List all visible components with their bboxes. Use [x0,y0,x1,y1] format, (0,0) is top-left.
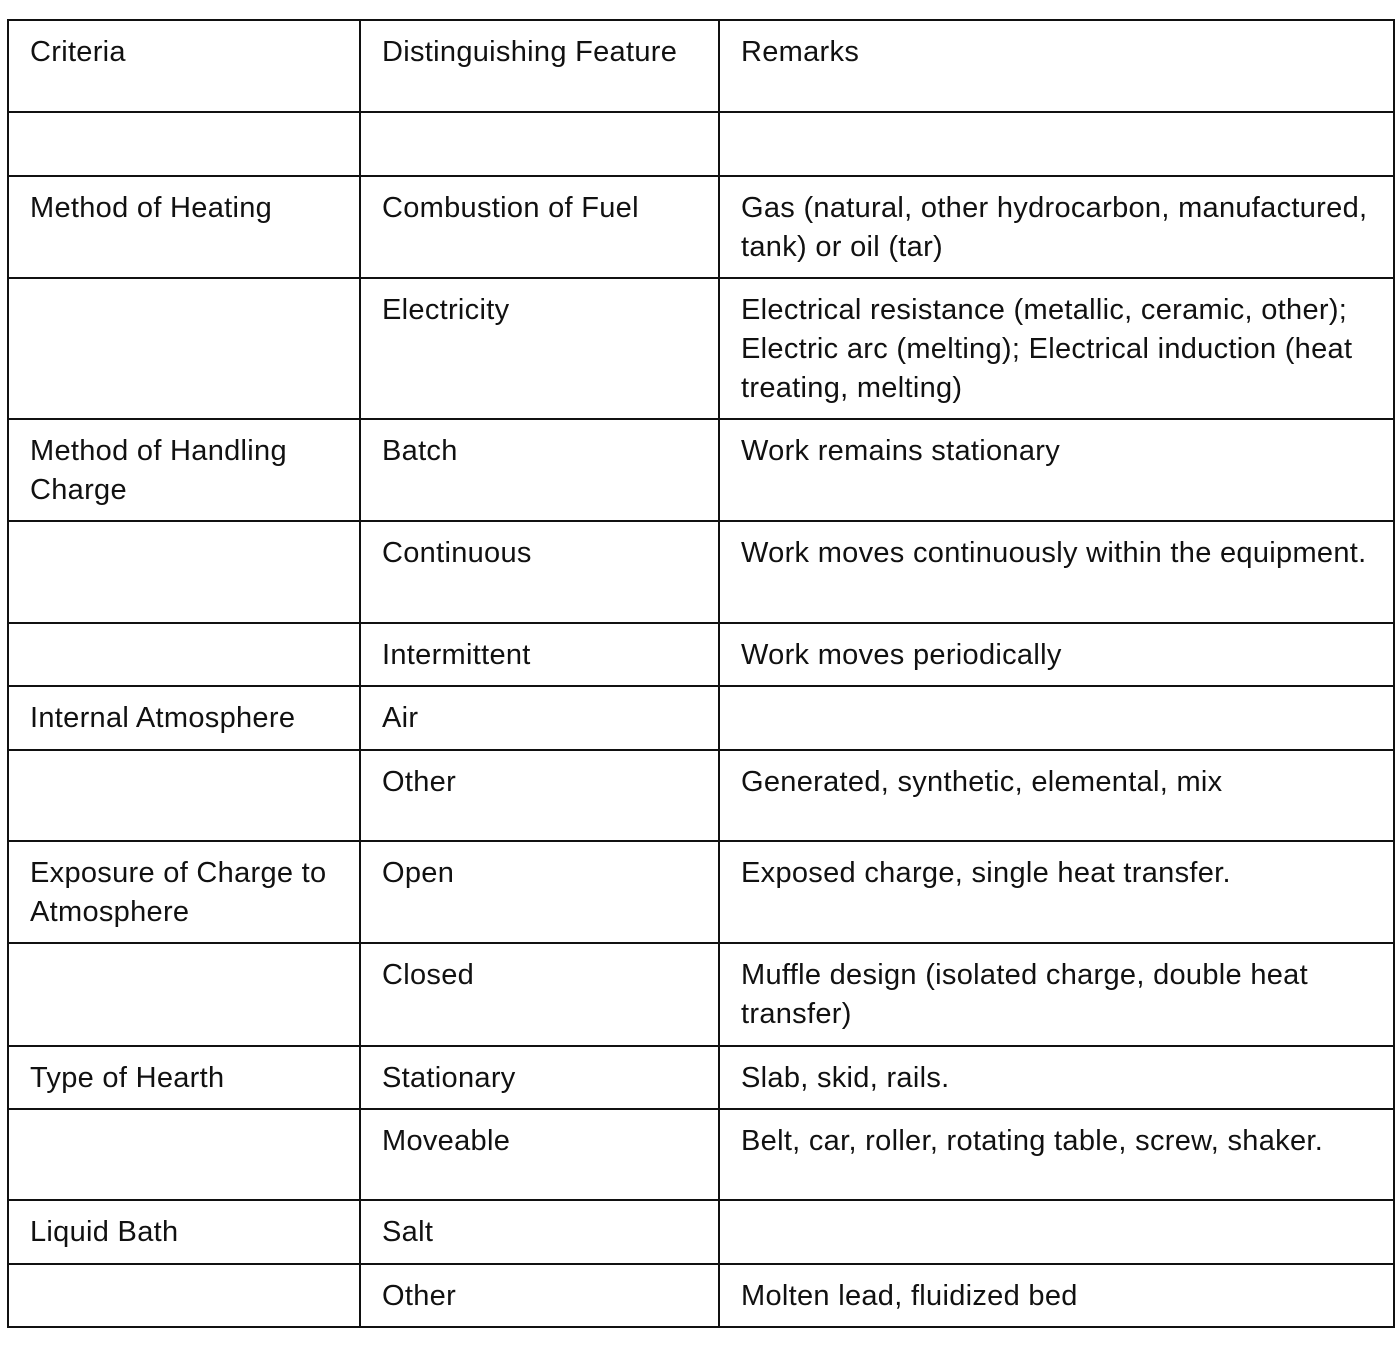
table-row [8,176,1394,278]
cell-remarks: Gas (natural, other hydrocarbon, manufactured, tank) or oil (tar) [719,176,1394,278]
cell-remarks: Exposed charge, single heat transfer. [719,841,1394,943]
table-row [8,278,1394,419]
cell-criteria: Method of Heating [8,176,360,278]
cell-feature: Batch [360,419,719,521]
table-row [8,686,1394,750]
cell-feature: Salt [360,1200,719,1264]
cell-criteria: Exposure of Charge to Atmosphere [8,841,360,943]
cell-criteria [8,112,360,176]
table-row [8,1046,1394,1109]
cell-remarks: Generated, synthetic, elemental, mix [719,750,1394,841]
cell-remarks: Electrical resistance (metallic, ceramic, other); Electric arc (melting); Electrical induction (heat treating, melting) [719,278,1394,419]
cell-remarks: Muffle design (isolated charge, double heat transfer) [719,943,1394,1046]
cell-feature: Air [360,686,719,750]
table-row [8,750,1394,841]
cell-remarks: Molten lead, fluidized bed [719,1264,1394,1327]
cell-feature [360,112,719,176]
table-row [8,1109,1394,1200]
cell-criteria: Internal Atmosphere [8,686,360,750]
cell-remarks: Slab, skid, rails. [719,1046,1394,1109]
cell-criteria [8,1109,360,1200]
header-row [8,20,1394,112]
cell-remarks: Belt, car, roller, rotating table, screw, shaker. [719,1109,1394,1200]
cell-remarks [719,112,1394,176]
cell-criteria: Liquid Bath [8,1200,360,1264]
cell-feature: Continuous [360,521,719,623]
cell-criteria [8,750,360,841]
cell-criteria: Type of Hearth [8,1046,360,1109]
header-distinguishing-feature: Distinguishing Feature [360,20,719,112]
cell-remarks: Work moves continuously within the equipment. [719,521,1394,623]
table-row [8,1264,1394,1327]
cell-criteria: Method of Handling Charge [8,419,360,521]
table-row [8,943,1394,1046]
table-row [8,521,1394,623]
cell-criteria [8,1264,360,1327]
table-row [8,841,1394,943]
cell-remarks: Work moves periodically [719,623,1394,686]
furnace-classification-table [7,19,1395,1328]
cell-feature: Other [360,750,719,841]
cell-criteria [8,943,360,1046]
cell-remarks [719,686,1394,750]
table-row [8,112,1394,176]
table-row [8,1200,1394,1264]
cell-feature: Closed [360,943,719,1046]
cell-feature: Moveable [360,1109,719,1200]
cell-criteria [8,521,360,623]
header-remarks: Remarks [719,20,1394,112]
cell-feature: Stationary [360,1046,719,1109]
cell-criteria [8,278,360,419]
cell-feature: Intermittent [360,623,719,686]
header-criteria: Criteria [8,20,360,112]
cell-feature: Combustion of Fuel [360,176,719,278]
table-row [8,623,1394,686]
cell-remarks: Work remains stationary [719,419,1394,521]
cell-criteria [8,623,360,686]
cell-feature: Electricity [360,278,719,419]
cell-feature: Other [360,1264,719,1327]
table-row [8,419,1394,521]
cell-remarks [719,1200,1394,1264]
cell-feature: Open [360,841,719,943]
